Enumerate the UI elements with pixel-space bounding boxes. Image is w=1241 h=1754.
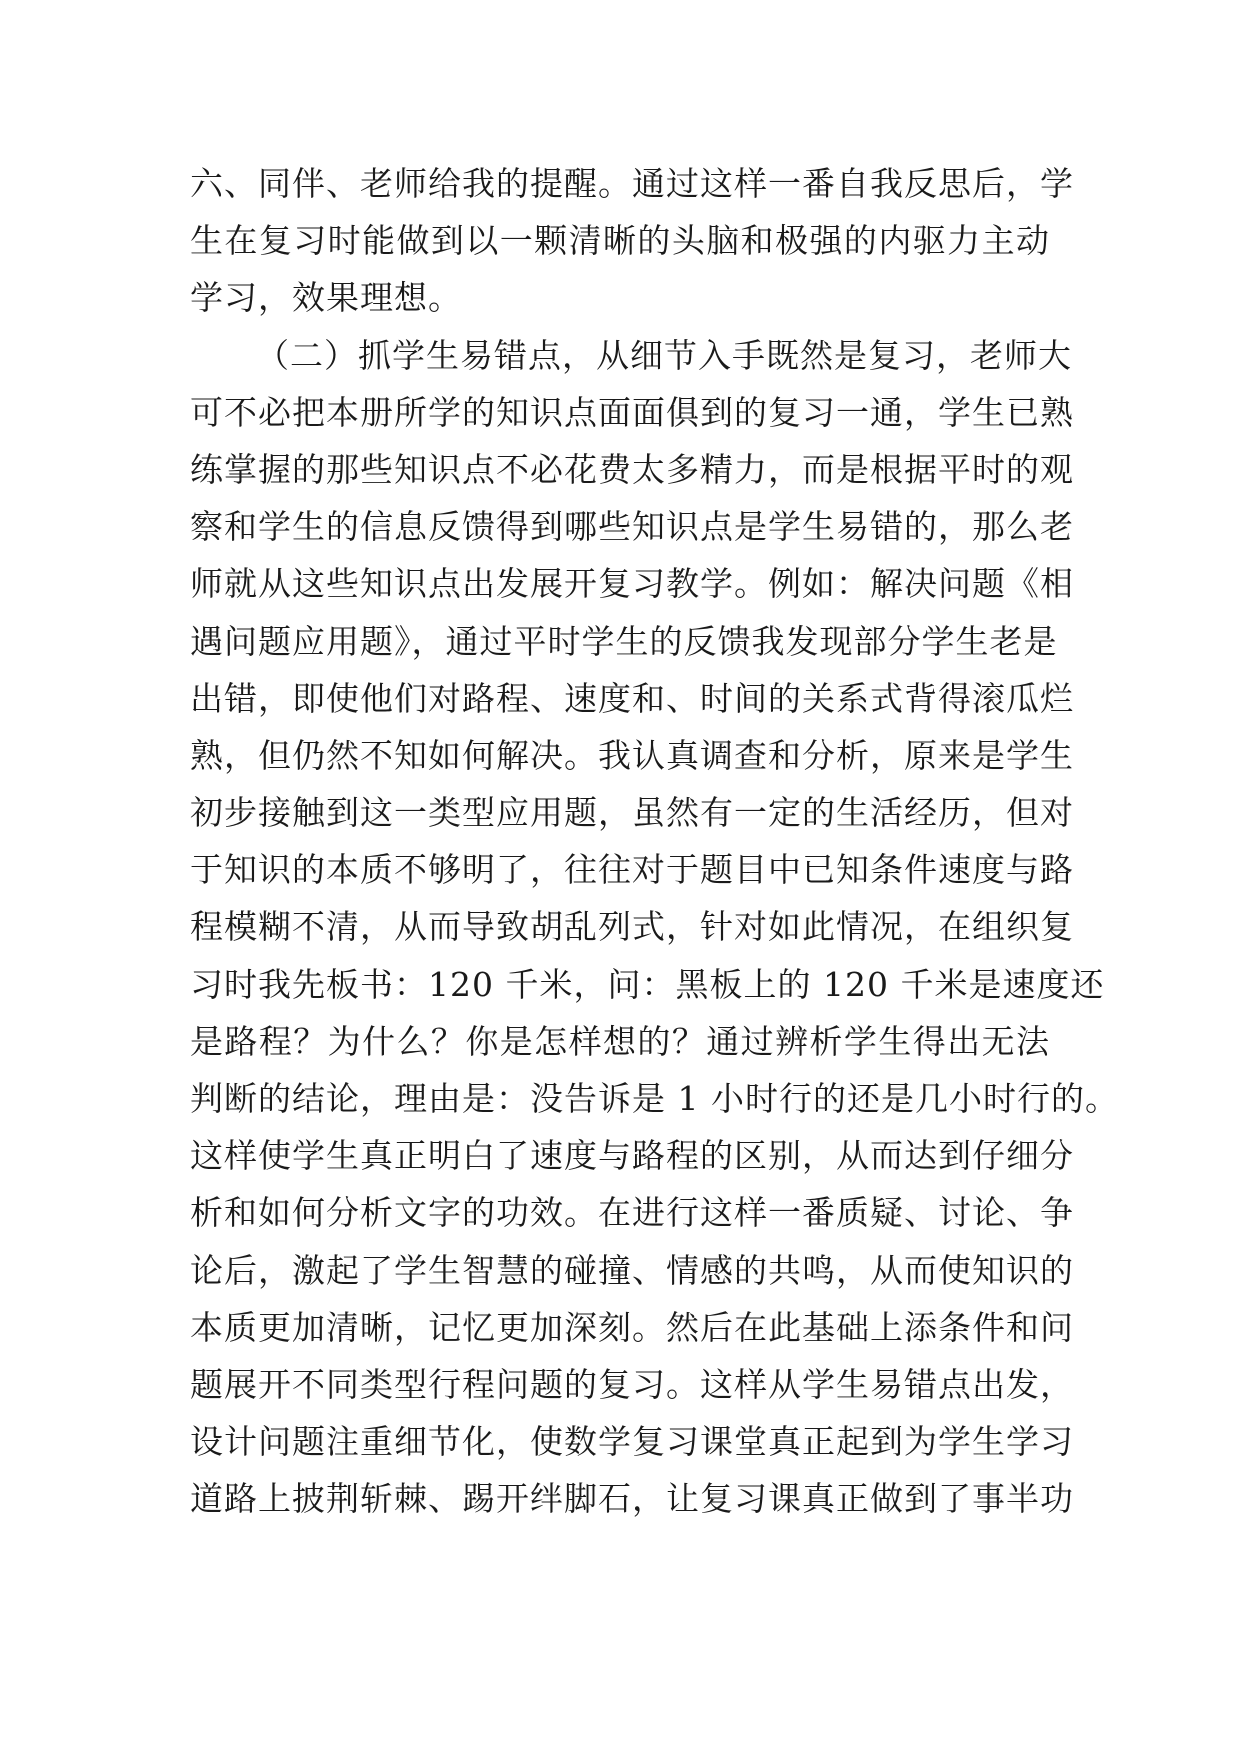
text-line: 学习，效果理想。 [190,278,462,318]
text-line: 程模糊不清，从而导致胡乱列式，针对如此情况，在组织复 [190,907,1074,947]
text-line: 可不必把本册所学的知识点面面俱到的复习一通，学生已熟 [190,392,1074,432]
text-line: 熟，但仍然不知如何解决。我认真调查和分析，原来是学生 [190,735,1074,775]
text-line: 道路上披荆斩棘、踢开绊脚石，让复习课真正做到了事半功 [190,1479,1074,1519]
text-line: 是路程？为什么？你是怎样想的？通过辨析学生得出无法 [190,1021,1050,1061]
body-text [190,155,1119,1528]
text-line: 设计问题注重细节化，使数学复习课堂真正起到为学生学习 [190,1422,1074,1462]
text-line: 遇问题应用题》，通过平时学生的反馈我发现部分学生老是 [190,621,1058,661]
text-line: 师就从这些知识点出发展开复习教学。例如：解决问题《相 [190,564,1074,604]
text-line: 题展开不同类型行程问题的复习。这样从学生易错点出发， [190,1364,1074,1404]
text-line: 论后，激起了学生智慧的碰撞、情感的共鸣，从而使知识的 [190,1250,1074,1290]
text-line: 习时我先板书：120 千米，问：黑板上的 120 千米是速度还 [190,964,1105,1004]
text-line: 练掌握的那些知识点不必花费太多精力，而是根据平时的观 [190,449,1074,489]
text-line: 察和学生的信息反馈得到哪些知识点是学生易错的，那么老 [190,507,1074,547]
text-line: 初步接触到这一类型应用题，虽然有一定的生活经历，但对 [190,793,1074,833]
text-line: 六、同伴、老师给我的提醒。通过这样一番自我反思后，学 [190,164,1074,203]
text-line: 于知识的本质不够明了，往往对于题目中已知条件速度与路 [190,850,1074,890]
text-line: 判断的结论，理由是：没告诉是 1 小时行的还是几小时行的。 [190,1079,1119,1118]
text-line: 本质更加清晰，记忆更加深刻。然后在此基础上添条件和问 [190,1307,1074,1347]
text-line: 生在复习时能做到以一颗清晰的头脑和极强的内驱力主动 [190,221,1050,261]
text-line: 这样使学生真正明白了速度与路程的区别，从而达到仔细分 [190,1136,1074,1176]
text-line: 出错，即使他们对路程、速度和、时间的关系式背得滚瓜烂 [190,678,1074,718]
text-line: 析和如何分析文字的功效。在进行这样一番质疑、讨论、争 [190,1193,1074,1233]
section-heading-line: （二）抓学生易错点，从细节入手既然是复习，老师大 [256,335,1072,375]
